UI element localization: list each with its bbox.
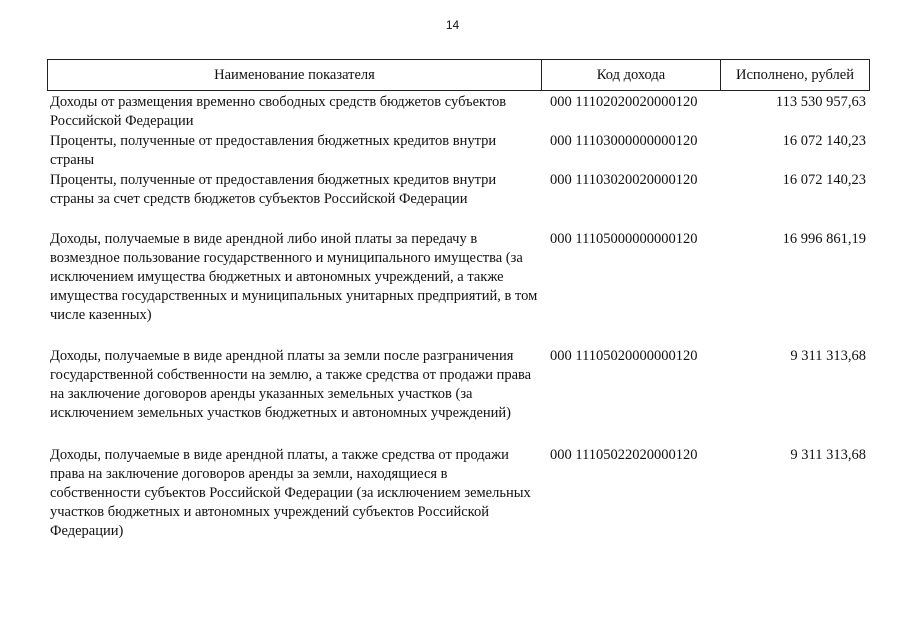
- row-amount: 9 311 313,68: [790, 348, 866, 364]
- row-name: Проценты, полученные от предоставления бюджетных кредитов внутри страны за счет средств бюджетов субъектов Российской Федерации: [50, 172, 497, 207]
- row-code: 000 11105022020000120: [550, 447, 698, 463]
- row-name: Доходы, получаемые в виде арендной платы за земли после разграничения государственной собственности на землю, а также средства от продажи права на заключение договоров аренды указанных земельных участков (за исключением земельных участков бюджетных и автономных учреждений): [50, 348, 532, 421]
- row-code: 000 11103020020000120: [550, 172, 698, 188]
- row-name: Проценты, полученные от предоставления бюджетных кредитов внутри страны: [50, 133, 497, 168]
- row-amount: 113 530 957,63: [775, 94, 866, 110]
- row-name: Доходы, получаемые в виде арендной либо иной платы за передачу в возмездное пользование государственного и муниципального имущества (за исключением имущества бюджетных и автономных учреждений, а также имущества государственных и муниципальных унитарных предприятий, в том числе казенных): [50, 231, 538, 323]
- header-amount: Исполнено, рублей: [736, 66, 854, 83]
- row-amount: 16 072 140,23: [782, 133, 866, 149]
- row-name: Доходы, получаемые в виде арендной платы, а также средства от продажи права на заключение договоров аренды за земли, находящиеся в собственности субъектов Российской Федерации (за исключением земельных участков бюджетных и автономных учреждений субъектов Российской Федерации): [50, 447, 531, 539]
- row-code: 000 11102020020000120: [550, 94, 698, 110]
- row-name: Доходы от размещения временно свободных средств бюджетов субъектов Российской Федерации: [50, 94, 507, 129]
- row-code: 000 11103000000000120: [550, 133, 698, 149]
- row-amount: 16 996 861,19: [782, 231, 866, 247]
- table-header: [47, 59, 870, 91]
- page-number: 14: [445, 18, 460, 32]
- row-amount: 16 072 140,23: [782, 172, 866, 188]
- row-amount: 9 311 313,68: [790, 447, 866, 463]
- header-name: Наименование показателя: [48, 60, 542, 90]
- header-code: Код дохода: [542, 60, 721, 90]
- row-code: 000 11105000000000120: [550, 231, 698, 247]
- row-code: 000 11105020000000120: [550, 348, 698, 364]
